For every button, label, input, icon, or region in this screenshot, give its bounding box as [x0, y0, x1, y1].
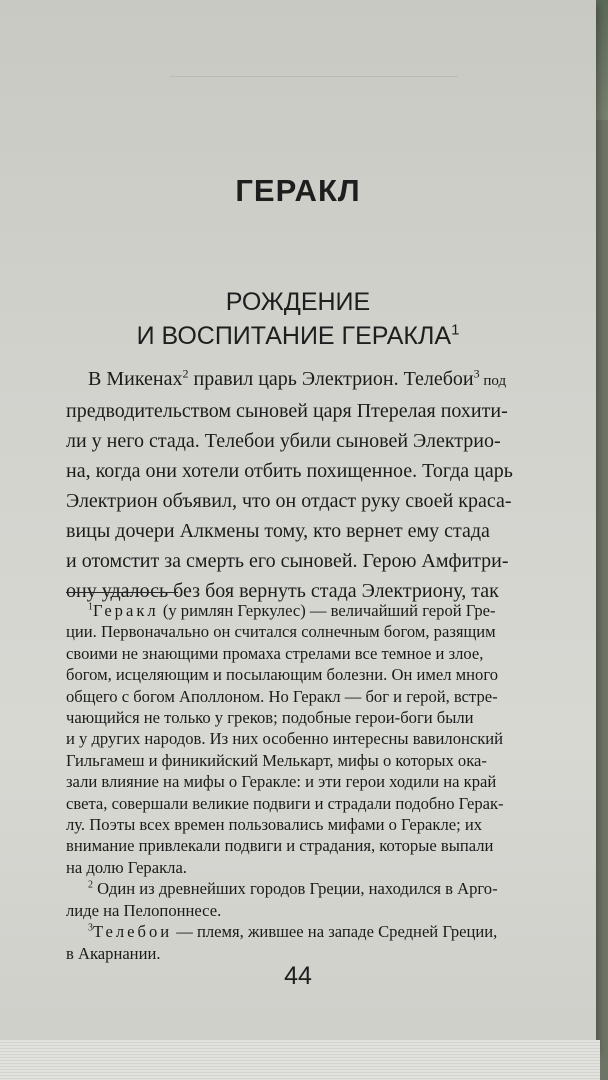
section-title-line-2: И ВОСПИТАНИЕ ГЕРАКЛА$^1$ — [136, 321, 460, 350]
page-stack-edge — [0, 1040, 600, 1080]
footnote-1-line: ции. Первоначально он считался солнечным богом, разящим — [66, 622, 496, 642]
footnote-divider — [66, 592, 178, 593]
footnotes — [66, 600, 588, 964]
footnote-3-line: $^3$Телебои — племя, жившее на западе Средней Греции, — [88, 922, 498, 942]
footnote-marker: 1 — [88, 601, 93, 613]
body-line: предводительством сыновей царя Птерелая похити- — [66, 400, 508, 422]
footnote-3-line: в Акарнании. — [66, 943, 161, 963]
body-line: на, когда они хотели отбить похищенное. Тогда царь — [66, 460, 513, 482]
footnote-marker: 2 — [182, 366, 189, 381]
footnote-term: Геракл — [92, 601, 159, 620]
footnote-1-line: внимание привлекали подвиги и страдания, которые выпали — [66, 836, 494, 856]
footnote-1-line: своими не знающими промаха стрелами все темное и злое, — [66, 643, 484, 663]
footnote-2-line: лиде на Пелопоннесе. — [66, 900, 222, 920]
footnote-1-line: и у других народов. Из них особенно интересны вавилонский — [66, 729, 504, 749]
body-line: Электрион объявил, что он отдаст руку своей краса- — [66, 490, 512, 512]
footnote-marker: 3 — [88, 922, 93, 934]
footnote-1-line: на долю Геракла. — [66, 857, 187, 877]
footnote-1-line: Гильгамеш и финикийский Мелькарт, мифы о которых ока- — [66, 750, 487, 770]
section-title — [0, 285, 596, 353]
footnote-2-line: $^2$ Один из древнейших городов Греции, находился в Арго- — [88, 879, 498, 899]
footnote-1-line: лу. Поэты всех времен пользовались мифами о Геракле; их — [66, 815, 483, 835]
footnote-1-line: чающийся не только у греков; подобные герои-боги были — [66, 708, 474, 728]
footnote-1-line: света, совершали великие подвиги и страдали подобно Герак- — [66, 793, 504, 813]
footnote-marker: 1 — [451, 321, 460, 339]
body-text — [66, 364, 588, 606]
body-line: вицы дочери Алкмены тому, кто вернет ему стада — [66, 520, 490, 542]
footnote-marker: 2 — [88, 879, 93, 891]
footnote-1-line: общего с богом Аполлоном. Но Геракл — бог и герой, встре- — [66, 686, 498, 706]
footnote-1-line: богом, исцеляющим и посылающим болезни. Он имел много — [66, 665, 499, 685]
body-line: ону удалось без боя вернуть стада Электриону, так — [66, 580, 499, 602]
footnote-marker: 3 — [473, 366, 480, 381]
bleed-through-text: ———————————————— — [170, 65, 458, 85]
footnote-1-line: зали влияние на мифы о Геракле: и эти герои ходили на край — [66, 772, 497, 792]
section-title-line-1: РОЖДЕНИЕ — [225, 288, 371, 316]
footnote-term: Телебои — [92, 922, 173, 942]
body-line: и отомстит за смерть его сыновей. Герою Амфитри- — [66, 550, 509, 572]
body-line: В Микенах$^2$ правил царь Электрион. Телебои$^3$ под — [88, 366, 507, 390]
footnote-1-line: $^1$Геракл (у римлян Геркулес) — величайший герой Гре- — [88, 601, 496, 620]
chapter-title: ГЕРАКЛ — [235, 172, 361, 208]
page-number: 44 — [284, 962, 312, 990]
body-line: ли у него стада. Телебои убили сыновей Электрио- — [66, 430, 501, 452]
